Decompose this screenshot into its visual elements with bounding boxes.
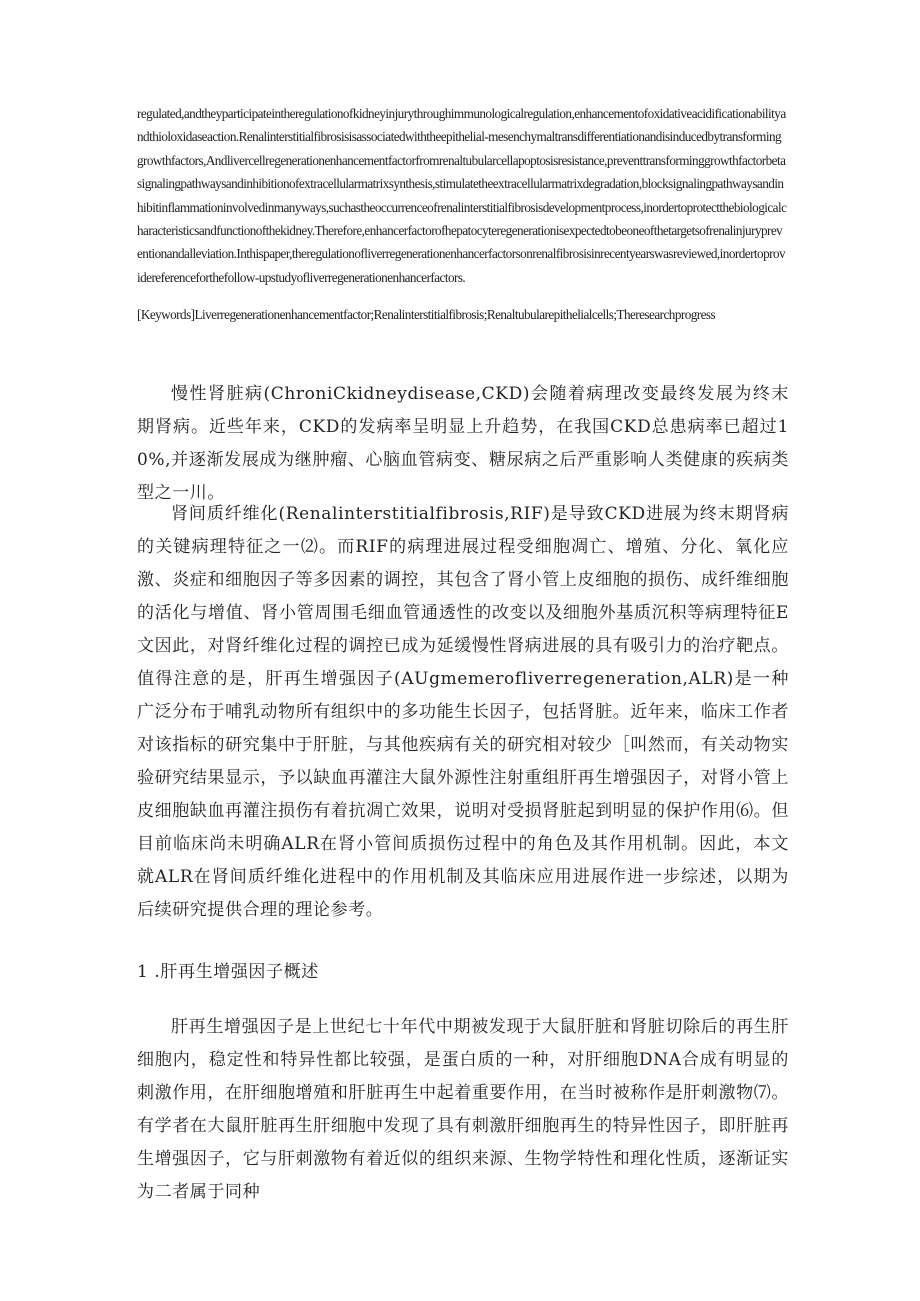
paragraph-rif-alr: 肾间质纤维化(Renalinterstitialfibrosis,RIF)是导致CKD进展为终末期肾病的关键病理特征之一⑵。而RIF的病理进展过程受细胞凋亡、增殖、分化、氧化应激、炎症和细胞因子等多因素的调控，其包含了肾小管上皮细胞的损伤、成纤维细胞的活化与增值、肾小管周围毛细血管通透性的改变以及细胞外基质沉积等病理特征E文因此，对肾纤维化过程的调控已成为延缓慢性肾病进展的具有吸引力的治疗靶点。值得注意的是，肝再生增强因子(AUgmemerofliverregeneration,ALR)是一种广泛分布于哺乳动物所有组织中的多功能生长因子，包括肾脏。近年来，临床工作者对该指标的研究集中于肝脏，与其他疾病有关的研究相对较少［叫然而，有关动物实验研究结果显示，予以缺血再灌注大鼠外源性注射重组肝再生增强因子，对肾小管上皮细胞缺血再灌注损伤有着抗凋亡效果，说明对受损肾脏起到明显的保护作用⑹。但目前临床尚未明确ALR在肾小管间质损伤过程中的角色及其作用机制。因此，本文就ALR在肾间质纤维化进程中的作用机制及其临床应用进展作进一步综述，以期为后续研究提供合理的理论参考。 [137, 504, 789, 920]
english-abstract: regulated,andtheyparticipateintheregulationofkidneyinjurythroughimmunologicalregulation,enhancementofoxidativeacidificationabilityandthioloxidaseaction.Renalinterstitialfibrosisisassociatedwiththeepithelial-mesenchymaltransdifferentiationandisinducedbytransforminggrowthfactors,Andlivercellregenerationenhancementfactorfromrenaltubularcellapoptosisresistance,preventtransforminggrowthfactorbetasignalingpathwaysandinhibitionofextracellularmatrixsynthesis,stimulatetheextracellularmatrixdegradation,blocksignalingpathwaysandinhibitinflammationinvolvedinmanyways,suchastheoccurrenceofrenalinterstitialfibrosisdevelopmentprocess,inordertoprotectthebiologicalcharacteristicsandfunctionofthekidney.Therefore,enhancerfactorofhepatocyteregenerationisexpectedtobeoneofthetargetsofrenalinjurypreventionandalleviation.Inthispaper,theregulationofliverregenerationenhancerfactorsonrenalfibrosisinrecentyearswasreviewed,inordertoprovidereferenceforthefollow-upstudyofliverregenerationenhancerfactors. [137, 106, 787, 285]
paragraph-alr-overview: 肝再生增强因子是上世纪七十年代中期被发现于大鼠肝脏和肾脏切除后的再生肝细胞内，稳定性和特异性都比较强，是蛋白质的一种，对肝细胞DNA合成有明显的刺激作用，在肝细胞增殖和肝脏再生中起着重要作用，在当时被称作是肝刺激物⑺。有学者在大鼠肝脏再生肝细胞中发现了具有刺激肝细胞再生的特异性因子，即肝脏再生增强因子，它与肝刺激物有着近似的组织来源、生物学特性和理化性质，逐渐证实为二者属于同种 [137, 1017, 789, 1202]
section-heading-alr-overview: 1 .肝再生增强因子概述 [137, 962, 319, 982]
keywords-line: [Keywords]Liverregenerationenhancementfactor;Renalinterstitialfibrosis;Renaltubularepithelialcells;Theresearchprogress [137, 307, 716, 322]
paragraph-ckd-intro: 慢性肾脏病(ChroniCkidneydisease,CKD)会随着病理改变最终发展为终末期肾病。近些年来，CKD的发病率呈明显上升趋势，在我国CKD总患病率已超过10%,并逐渐发展成为继肿瘤、心脑血管病变、糖尿病之后严重影响人类健康的疾病类型之一川。 [137, 384, 789, 503]
